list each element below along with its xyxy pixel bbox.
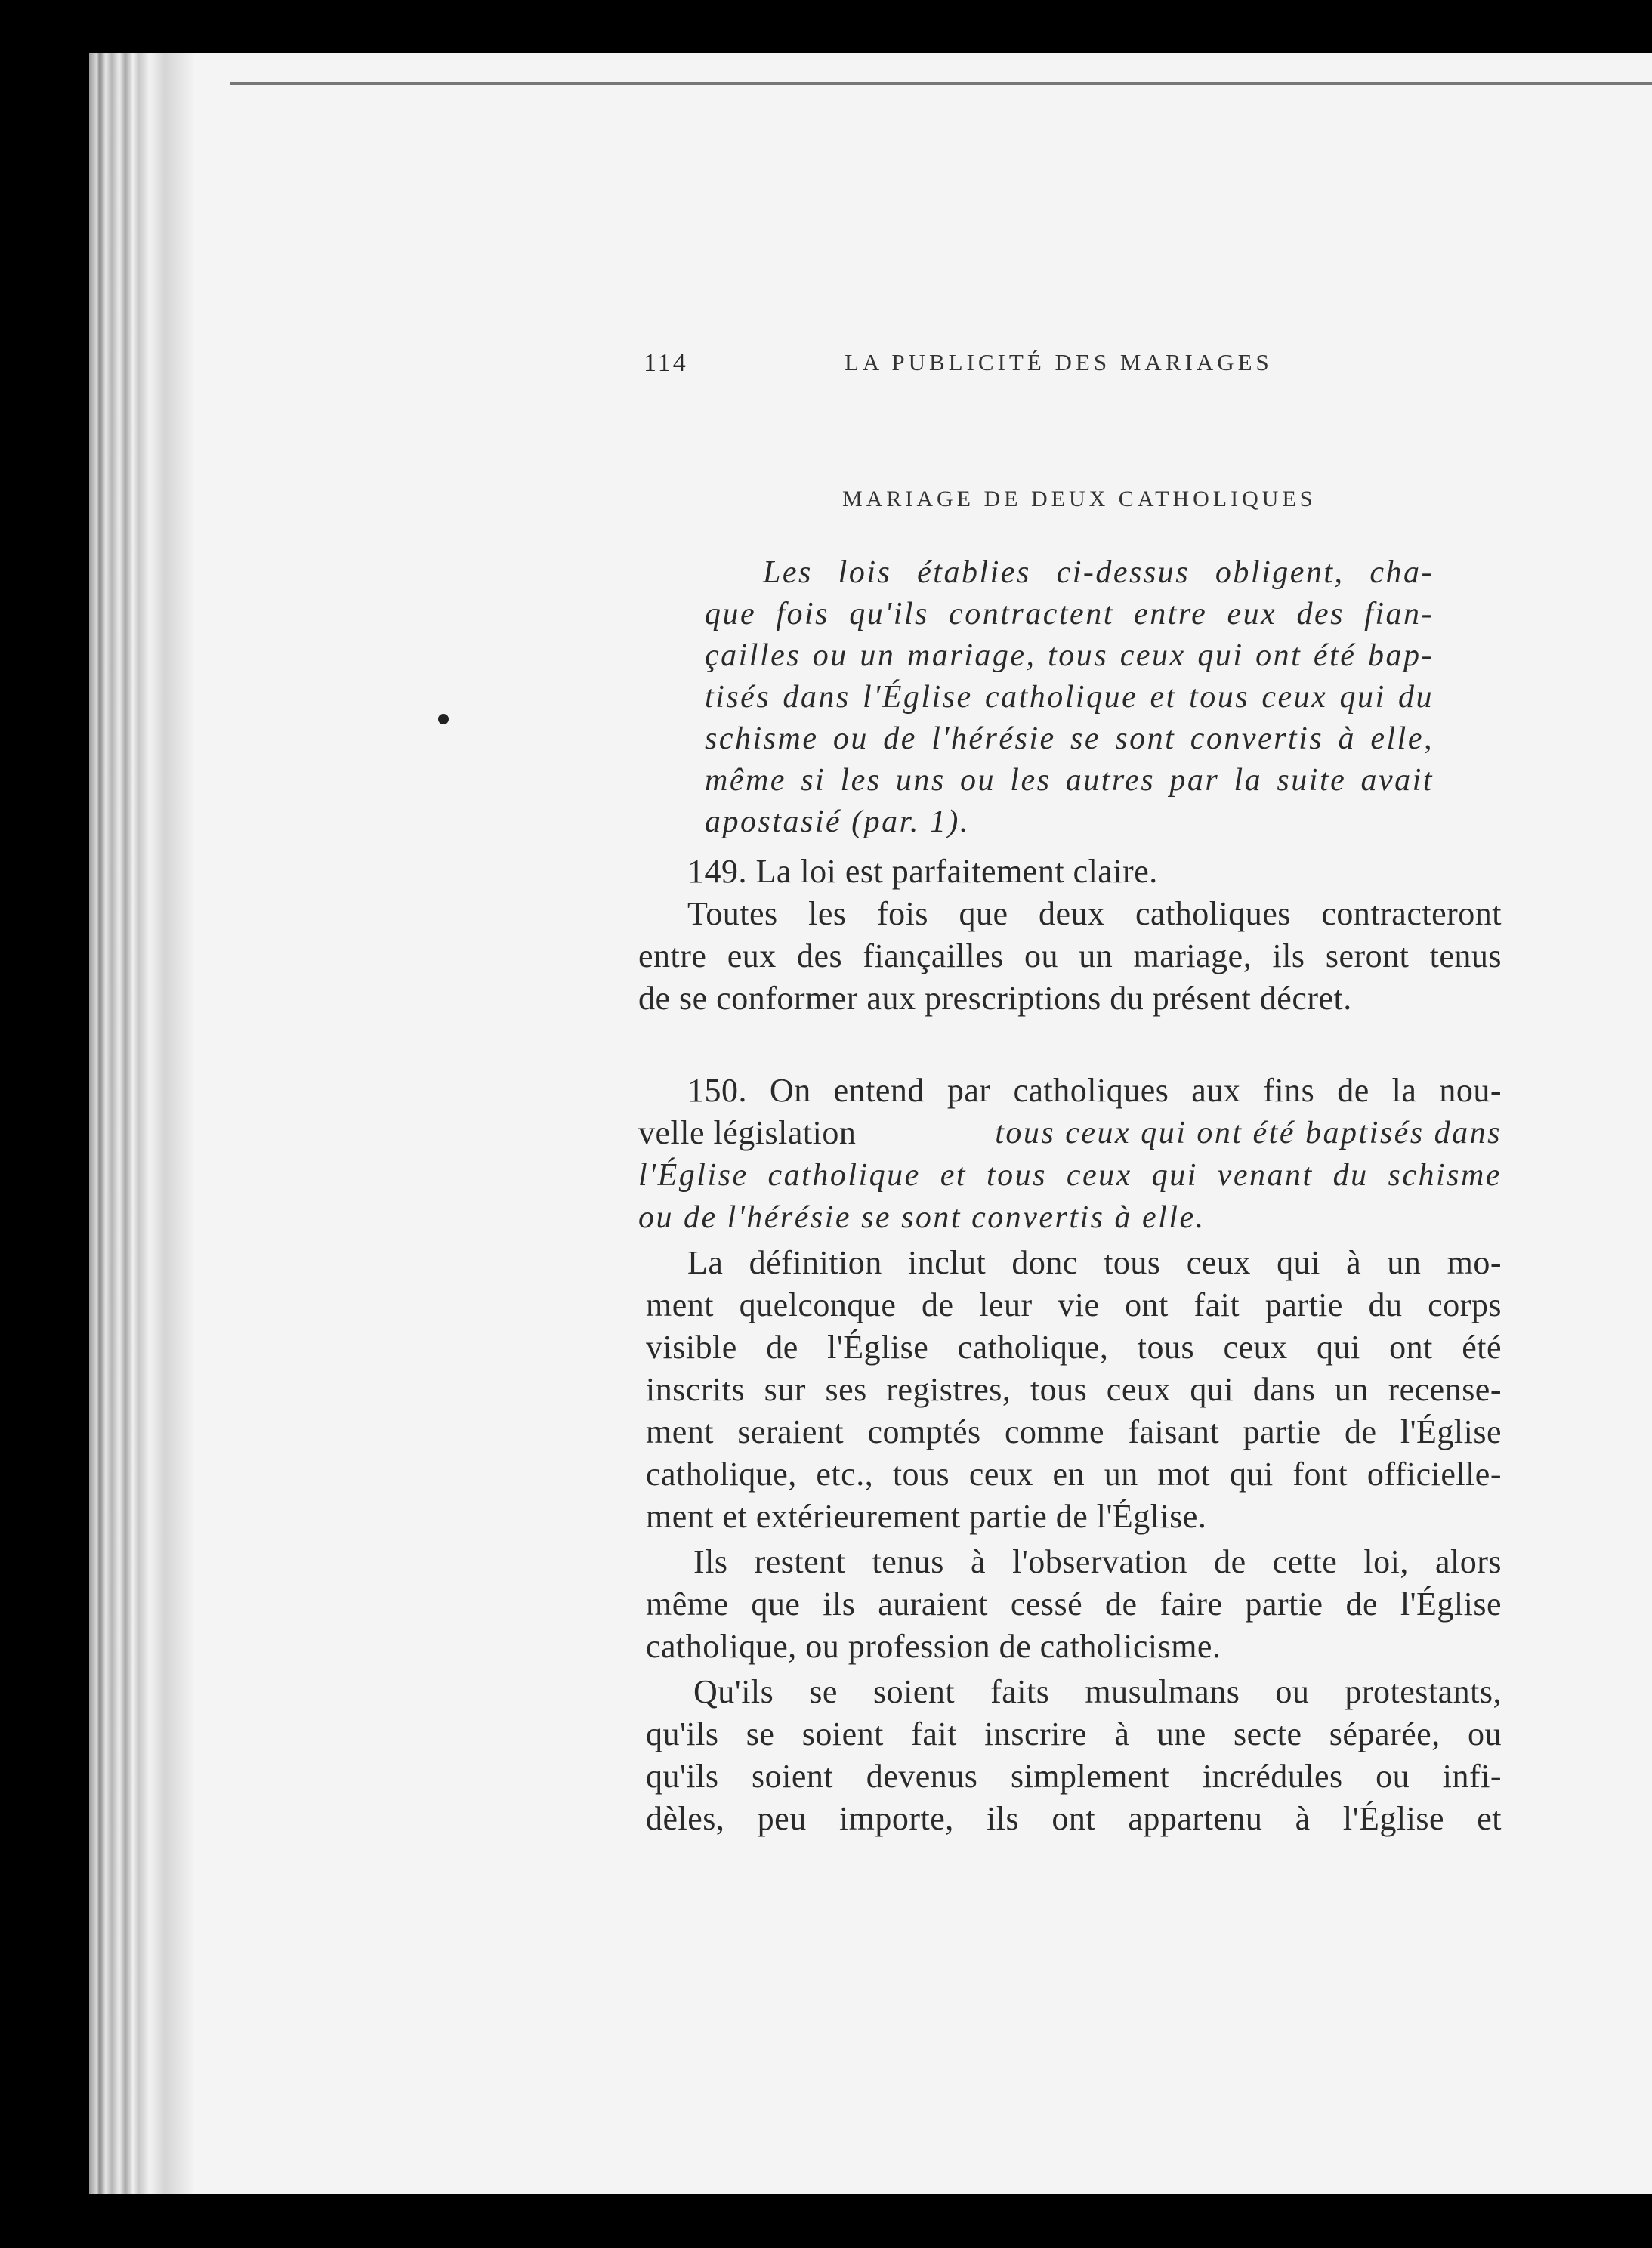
body-line: dèles, peu importe, ils ont appartenu à l'Église et: [646, 1800, 1502, 1837]
paragraph-line: 149. La loi est parfaitement claire.: [687, 853, 1158, 890]
paragraph-line-italic: ou de l'hérésie se sont convertis à elle.: [638, 1200, 1206, 1235]
quote-line: apostasié (par. 1).: [705, 804, 970, 839]
quote-line: tisés dans l'Église catholique et tous ceux qui du: [705, 680, 1434, 715]
body-line: La définition inclut donc tous ceux qui à un mo-: [687, 1244, 1502, 1281]
margin-mark: [438, 714, 449, 724]
paragraph-line: entre eux des fiançailles ou un mariage, ils seront tenus: [638, 937, 1502, 974]
quote-line: que fois qu'ils contractent entre eux des fian-: [705, 597, 1434, 631]
body-line: catholique, etc., tous ceux en un mot qui font officielle-: [646, 1456, 1502, 1493]
body-line: même que ils auraient cessé de faire partie de l'Église: [646, 1586, 1502, 1623]
quote-line: même si les uns ou les autres par la suite avait: [705, 763, 1434, 798]
body-line: ment seraient comptés comme faisant partie de l'Église: [646, 1413, 1502, 1450]
body-line: qu'ils soient devenus simplement incrédules ou infi-: [646, 1758, 1502, 1795]
section-title: MARIAGE DE DEUX CATHOLIQUES: [842, 486, 1317, 511]
page-number: 114: [644, 349, 688, 377]
paragraph-line: Toutes les fois que deux catholiques contracteront: [687, 895, 1502, 932]
body-line: ment quelconque de leur vie ont fait partie du corps: [646, 1286, 1502, 1323]
body-line: Ils restent tenus à l'observation de cette loi, alors: [693, 1543, 1502, 1580]
body-line: qu'ils se soient fait inscrire à une secte séparée, ou: [646, 1715, 1502, 1752]
running-head: LA PUBLICITÉ DES MARIAGES: [845, 349, 1273, 375]
quote-line: schisme ou de l'hérésie se sont convertis à elle,: [705, 721, 1434, 756]
paragraph-line: de se conformer aux prescriptions du présent décret.: [638, 980, 1352, 1017]
body-line: inscrits sur ses registres, tous ceux qui dans un recense-: [646, 1371, 1502, 1408]
quote-line: Les lois établies ci-dessus obligent, cha-: [763, 555, 1434, 590]
body-line: Qu'ils se soient faits musulmans ou protestants,: [693, 1673, 1502, 1710]
body-line: ment et extérieurement partie de l'Église.: [646, 1498, 1207, 1535]
body-line: catholique, ou profession de catholicisme.: [646, 1628, 1221, 1665]
paragraph-line: 150. On entend par catholiques aux fins de la nou-: [687, 1072, 1502, 1109]
quote-line: çailles ou un mariage, tous ceux qui ont été bap-: [705, 638, 1434, 673]
paragraph-line-mixed: [638, 1112, 1502, 1154]
body-line: visible de l'Église catholique, tous ceux qui ont été: [646, 1329, 1502, 1366]
paragraph-text-italic: tous ceux qui ont été baptisés dans: [995, 1116, 1502, 1150]
paragraph-text-roman: velle législation: [638, 1114, 857, 1151]
paragraph-line-italic: l'Église catholique et tous ceux qui venant du schisme: [638, 1158, 1502, 1193]
scan-border-bottom: [0, 2194, 1652, 2248]
